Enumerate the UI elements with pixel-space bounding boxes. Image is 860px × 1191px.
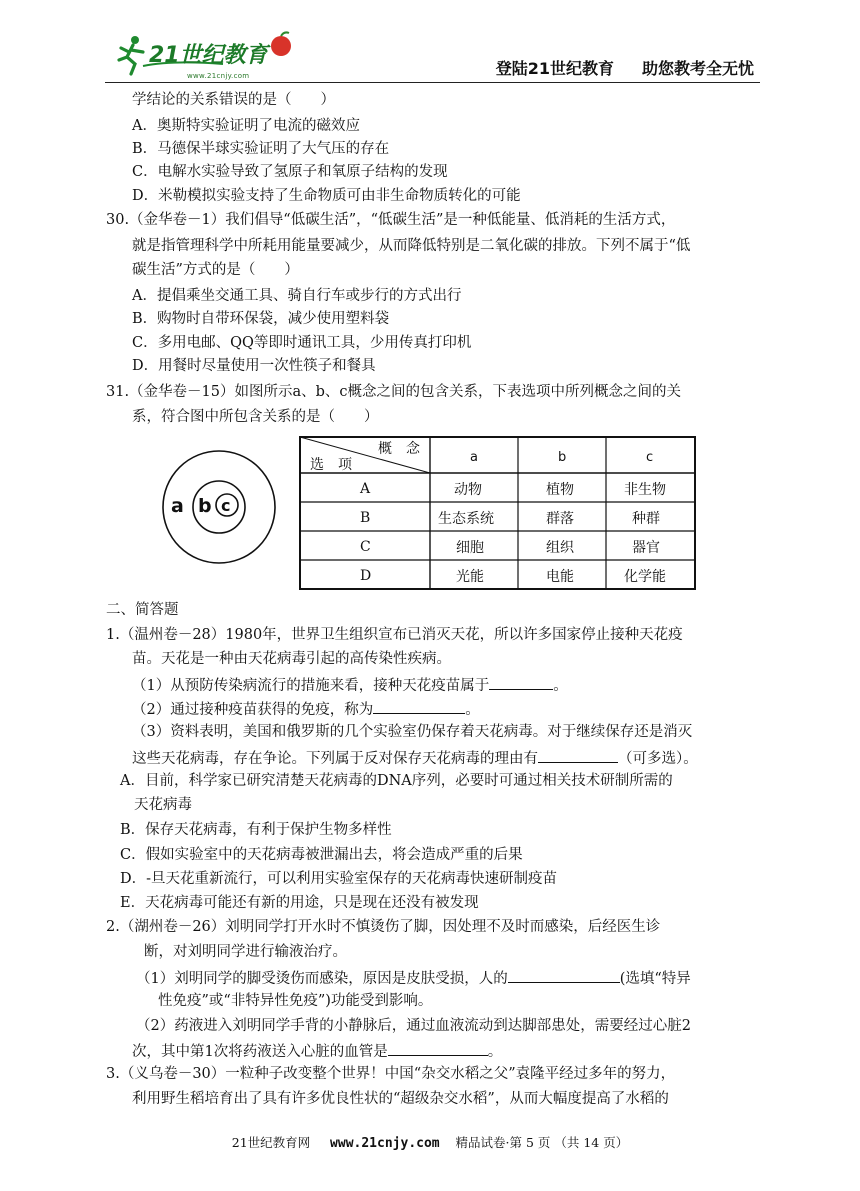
- q31-stem-line1: 31.（金华卷－15）如图所示a、b、c概念之间的包含关系，下表选项中所列概念之间的关: [106, 384, 682, 400]
- table-row: [360, 568, 666, 585]
- footer-page-info: 精品试卷·第 5 页 （共 14 页）: [455, 1135, 629, 1150]
- s3-stem-line2: 利用野生稻培育出了具有许多优良性状的“超级杂交水稻”，从而大幅度提高了水稻的: [132, 1091, 669, 1107]
- footer-site: 21世纪教育网: [231, 1135, 311, 1150]
- s2-part1: [136, 967, 691, 989]
- cell-b: 植物: [546, 482, 574, 498]
- q29-option-d: D．米勒模拟实验支持了生命物质可由非生命物质转化的可能: [132, 188, 521, 204]
- s1-part2-text: （2）通过接种疫苗获得的免疫，称为: [132, 702, 374, 718]
- s1-part3-line1: （3）资料表明，美国和俄罗斯的几个实验室仍保存着天花病毒。对于继续保存还是消灭: [132, 724, 693, 740]
- s1-part2-end: 。: [465, 702, 480, 718]
- cell-a: 动物: [454, 482, 482, 498]
- s2-part2-end: 。: [487, 1044, 503, 1060]
- s1-option-d: D．-旦天花重新流行，可以利用实验室保存的天花病毒快速研制疫苗: [120, 871, 558, 887]
- s2-stem-line1: 2.（湖州卷－26）刘明同学打开水时不慎烫伤了脚，因处理不及时而感染，后经医生诊: [106, 919, 661, 935]
- answer-blank[interactable]: [388, 1040, 488, 1056]
- q30-option-d: D．用餐时尽量使用一次性筷子和餐具: [132, 358, 376, 374]
- answer-blank[interactable]: [489, 674, 553, 690]
- s1-stem-line2: 苗。天花是一种由天花病毒引起的高传染性疾病。: [132, 651, 451, 667]
- concept-venn-diagram: [157, 447, 297, 567]
- table-header-a: a: [470, 450, 478, 465]
- row-option: B: [360, 510, 371, 526]
- s2-part2-text: 次，其中第1次将药液送入心脏的血管是: [132, 1044, 388, 1060]
- cell-c: 器官: [632, 540, 660, 556]
- cell-a: 生态系统: [438, 511, 494, 527]
- answer-blank[interactable]: [508, 967, 620, 983]
- q29-option-c: C．电解水实验导致了氢原子和氧原子结构的发现: [132, 164, 448, 180]
- venn-label-c: c: [221, 496, 231, 515]
- cell-c: 种群: [632, 511, 660, 527]
- logo-text: 21世纪教育: [149, 43, 268, 68]
- s1-part1-end: 。: [553, 678, 568, 694]
- cell-b: 电能: [546, 569, 574, 585]
- s1-part3-line2: [132, 747, 698, 769]
- venn-label-a: a: [171, 495, 184, 517]
- s2-part1-text: （1）刘明同学的脚受烫伤而感染，原因是皮肤受损，人的: [136, 971, 508, 987]
- s1-option-c: C．假如实验室中的天花病毒被泄漏出去，将会造成严重的后果: [120, 847, 523, 863]
- s1-part2: [132, 698, 480, 720]
- header-divider: [105, 82, 760, 83]
- footer-url[interactable]: www.21cnjy.com: [330, 1136, 440, 1151]
- q30-option-a: A．提倡乘坐交通工具、骑自行车或步行的方式出行: [132, 288, 462, 304]
- header-slogan: [496, 56, 754, 79]
- s1-option-e: E．天花病毒可能还有新的用途，只是现在还没有被发现: [120, 895, 479, 911]
- table-corner-option: 选 项: [310, 457, 352, 473]
- table-header-c: c: [646, 450, 654, 465]
- s2-part2-line2: [132, 1040, 502, 1062]
- row-option: D: [360, 568, 372, 584]
- venn-label-b: b: [198, 495, 212, 517]
- row-option: C: [360, 539, 371, 555]
- page-header: [105, 28, 760, 84]
- q29-option-b: B．马德保半球实验证明了大气压的存在: [132, 141, 390, 157]
- s1-part3-end: （可多选）。: [618, 751, 698, 767]
- q30-option-c: C．多用电邮、QQ等即时通讯工具，少用传真打印机: [132, 335, 472, 351]
- s1-option-a-cont: 天花病毒: [134, 797, 192, 813]
- answer-blank[interactable]: [373, 698, 465, 714]
- q30-stem-line1: 30.（金华卷－1）我们倡导“低碳生活”，“低碳生活”是一种低能量、低消耗的生活方式，: [106, 212, 676, 228]
- q30-stem-line2: 就是指管理科学中所耗用能量要减少，从而降低特别是二氧化碳的排放。下列不属于“低: [132, 238, 691, 254]
- cell-c: 非生物: [624, 482, 666, 498]
- slogan-left: 登陆21世纪教育: [495, 59, 614, 78]
- s3-stem-line1: 3.（义乌卷－30）一粒种子改变整个世界！中国“杂交水稻之父”袁隆平经过多年的努力，: [106, 1066, 676, 1082]
- s2-part2-line1: （2）药液进入刘明同学手背的小静脉后，通过血液流动到达脚部患处，需要经过心脏2: [136, 1018, 691, 1034]
- s1-option-b: B．保存天花病毒，有利于保护生物多样性: [120, 822, 392, 838]
- logo-url: www.21cnjy.com: [187, 72, 250, 80]
- s2-part1-line2: 性免疫”或“非特异性免疫”)功能受到影响。: [158, 993, 433, 1009]
- q29-stem-end: 学结论的关系错误的是（ ）: [132, 92, 335, 108]
- table-header-b: b: [558, 450, 567, 465]
- concept-table: [298, 435, 697, 591]
- cell-a: 细胞: [456, 540, 484, 556]
- q30-stem-line3: 碳生活”方式的是（ ）: [132, 262, 299, 278]
- table-row: [360, 510, 660, 527]
- q31-stem-line2: 系，符合图中所包含关系的是（ ）: [132, 409, 379, 425]
- row-option: A: [360, 481, 371, 497]
- q30-option-b: B．购物时自带环保袋，减少使用塑料袋: [132, 311, 390, 327]
- table-corner-concept: 概 念: [378, 441, 420, 457]
- section-title: 二、简答题: [106, 602, 179, 618]
- table-row: [359, 481, 666, 498]
- s1-part1: [132, 674, 568, 696]
- q29-option-a: A．奥斯特实验证明了电流的磁效应: [132, 118, 360, 134]
- cell-a: 光能: [456, 569, 484, 585]
- cell-c: 化学能: [624, 569, 666, 585]
- cell-b: 群落: [546, 511, 574, 527]
- s2-stem-line2: 断，对刘明同学进行输液治疗。: [144, 944, 347, 960]
- table-row: [360, 539, 660, 556]
- cell-b: 组织: [546, 540, 574, 556]
- s1-part3-text: 这些天花病毒，存在争论。下列属于反对保存天花病毒的理由有: [132, 751, 538, 767]
- slogan-right: 助您教考全无忧: [641, 59, 754, 78]
- s1-stem-line1: 1.（温州卷－28）1980年，世界卫生组织宣布已消灭天花，所以许多国家停止接种天花疫: [106, 627, 683, 643]
- s2-part1-end: (选填“特异: [619, 971, 691, 987]
- page-footer: [0, 1133, 860, 1151]
- s1-option-a: A．目前，科学家已研究清楚天花病毒的DNA序列，必要时可通过相关技术研制所需的: [120, 773, 673, 789]
- s1-part1-text: （1）从预防传染病流行的措施来看，接种天花疫苗属于: [132, 678, 490, 694]
- answer-blank[interactable]: [538, 747, 618, 763]
